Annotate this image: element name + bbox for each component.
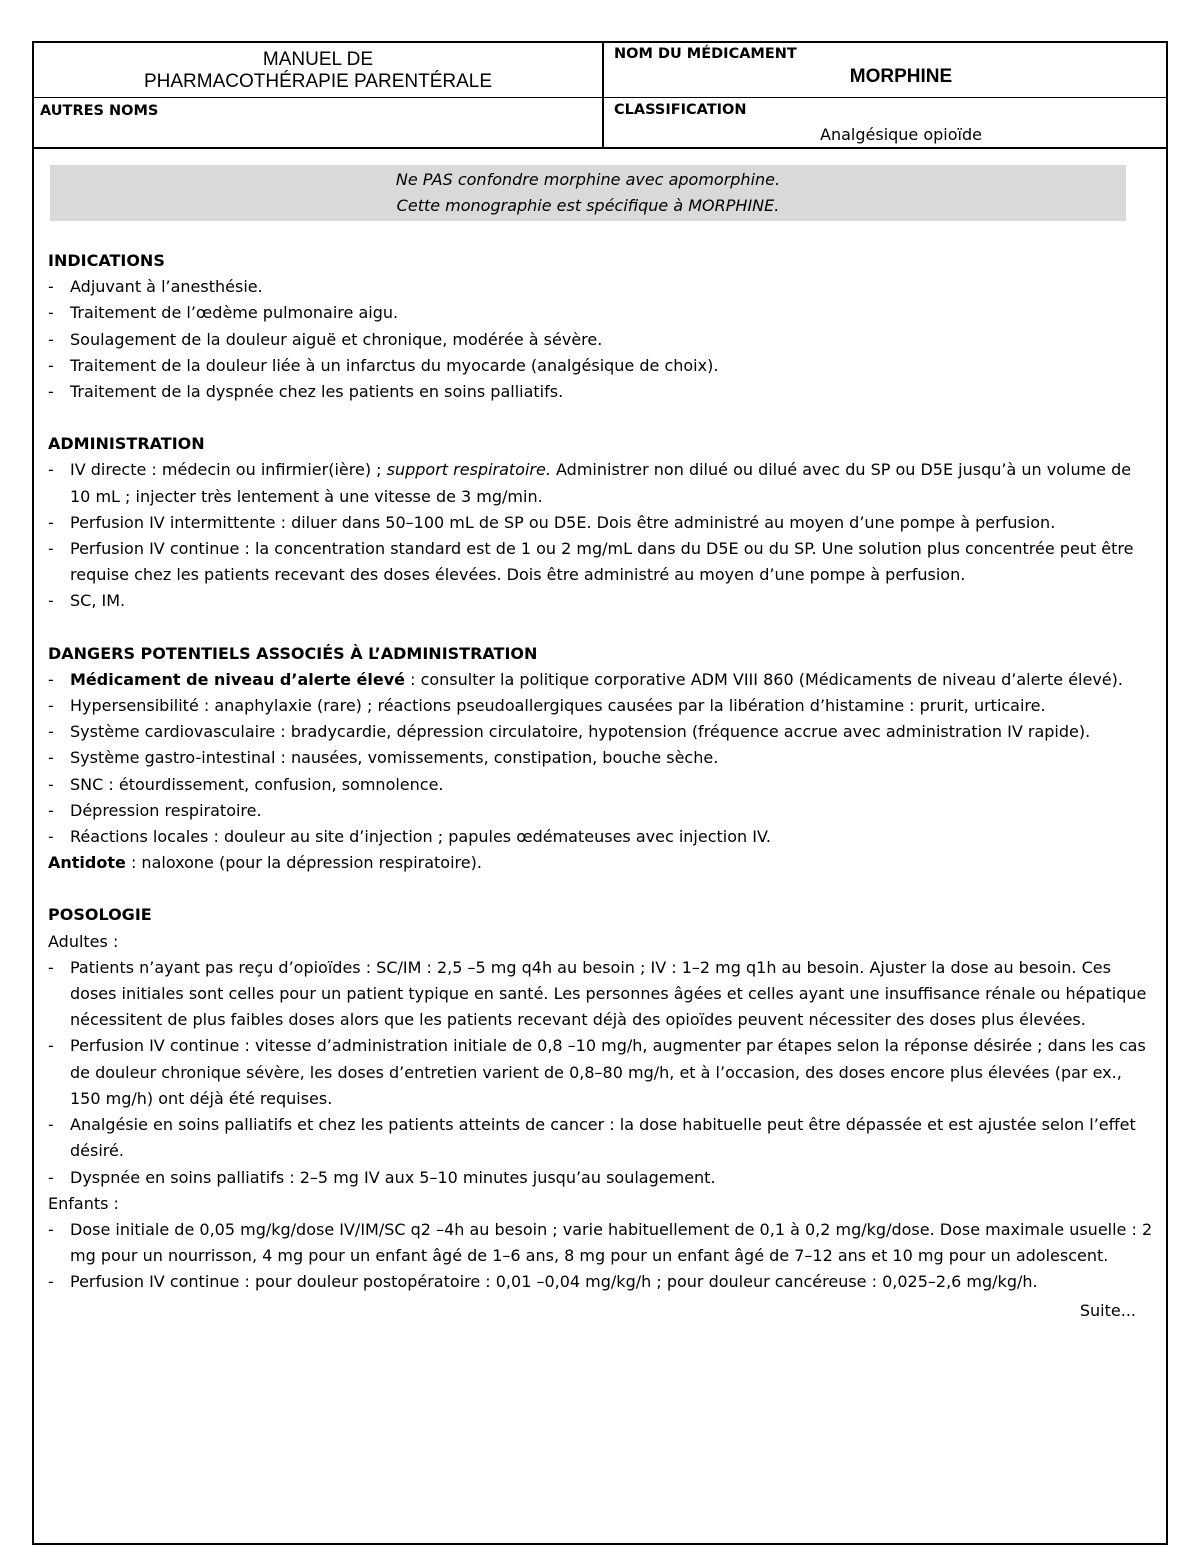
posologie-section	[48, 902, 1156, 1323]
list-item-text: Perfusion IV continue : vitesse d’administration initiale de 0,8 –10 mg/h, augmenter par étapes selon la réponse désirée ; dans les cas de douleur chronique sévère, les doses d’entretien varient de 0,8–80 mg/h, et à l’occasion, des doses encore plus élevées (par ex., 150 mg/h) ont déjà été requises.	[70, 1036, 1146, 1108]
list-item: - SNC : étourdissement, confusion, somnolence.	[48, 774, 444, 794]
posologie-title: POSOLOGIE	[48, 905, 152, 925]
administration-title: ADMINISTRATION	[48, 434, 205, 454]
antidote-label: Antidote	[48, 853, 126, 873]
list-item-text: Soulagement de la douleur aiguë et chronique, modérée à sévère.	[70, 329, 603, 349]
list-item-text: Perfusion IV intermittente : diluer dans 50–100 mL de SP ou D5E. Dois être administré au moyen d’une pompe à perfusion.	[70, 512, 1056, 532]
list-item-text: Dose initiale de 0,05 mg/kg/dose IV/IM/SC q2 –4h au besoin ; varie habituellement de 0,1 à 0,2 mg/kg/dose. Dose maximale usuelle : 2 mg pour un nourrisson, 4 mg pour un enfant âgé de 1–6 ans, 8 mg pour un enfant âgé de 7–12 ans et 10 mg pour un adolescent.	[70, 1219, 1153, 1266]
dangers-title: DANGERS POTENTIELS ASSOCIÉS À L’ADMINISTRATION	[48, 643, 538, 663]
antidote-text: : naloxone (pour la dépression respiratoire).	[125, 853, 482, 873]
list-item-text: Perfusion IV continue : la concentration standard est de 1 ou 2 mg/mL dans du D5E ou du SP. Une solution plus concentrée peut être requise chez les patients recevant des doses élevées. Dois être administré au moyen d’une pompe à perfusion.	[70, 539, 1134, 585]
list-item: - Dose initiale de 0,05 mg/kg/dose IV/IM/SC q2 –4h au besoin ; varie habituellement de 0,1 à 0,2 mg/kg/dose. Dose maximale usuelle : 2 mg pour un nourrisson, 4 mg pour un enfant âgé de 1–6 ans, 8 mg pour un enfant âgé de 7–12 ans et 10 mg pour un adolescent.	[48, 1219, 1153, 1266]
list-item-text: Traitement de la dyspnée chez les patients en soins palliatifs.	[70, 382, 564, 402]
list-item: - Dyspnée en soins palliatifs : 2–5 mg IV aux 5–10 minutes jusqu’au soulagement.	[48, 1167, 716, 1187]
continued-label: Suite...	[1079, 1300, 1136, 1320]
warning-line1: Ne PAS confondre morphine avec apomorphine.	[395, 170, 781, 189]
monograph-body	[48, 165, 1156, 1324]
list-item-text: Traitement de la douleur liée à un infarctus du myocarde (analgésique de choix).	[70, 355, 719, 375]
drug-name-value: MORPHINE	[849, 66, 953, 87]
indications-section	[48, 248, 1156, 405]
list-item-text: Dépression respiratoire.	[70, 800, 262, 820]
antidote-line	[48, 850, 1156, 876]
respiratory-support-text: support respiratoire.	[386, 460, 551, 480]
manual-title-line1: MANUEL DE	[262, 49, 374, 70]
monograph-header	[34, 43, 1166, 149]
monograph-page	[32, 41, 1168, 1545]
dangers-section	[48, 641, 1156, 877]
adultes-label: Adultes :	[48, 931, 119, 951]
warning-line2: Cette monographie est spécifique à MORPHINE.	[396, 196, 780, 215]
list-item-text: SNC : étourdissement, confusion, somnolence.	[70, 774, 444, 794]
admin-iv-direct-rest: Administrer non dilué ou dilué avec du SP ou D5E jusqu’à un volume de 10 mL ; injecter très lentement à une vitesse de 3 mg/min.	[70, 460, 1132, 506]
list-item: - Adjuvant à l’anesthésie.	[48, 277, 263, 297]
high-alert-text: : consulter la politique corporative ADM VIII 860 (Médicaments de niveau d’alerte élevé).	[405, 669, 1123, 689]
list-item-text: Hypersensibilité : anaphylaxie (rare) ; réactions pseudoallergiques causées par la libération d’histamine : prurit, urticaire.	[70, 696, 1046, 716]
confusion-warning	[50, 165, 1126, 221]
list-item: - Traitement de la dyspnée chez les patients en soins palliatifs.	[48, 382, 564, 402]
list-item-text: Traitement de l’œdème pulmonaire aigu.	[70, 303, 399, 323]
other-names-label: AUTRES NOMS	[40, 103, 159, 119]
list-item-text: Patients n’ayant pas reçu d’opioïdes : SC/IM : 2,5 –5 mg q4h au besoin ; IV : 1–2 mg q1h au besoin. Ajuster la dose au besoin. Ces doses initiales sont celles pour un patient typique en santé. Les personnes âgées et celles ayant une insuffisance rénale ou hépatique nécessitent de plus faibles doses alors que les patients recevant déjà des opioïdes peuvent nécessiter des doses plus élevées.	[70, 957, 1147, 1030]
list-item: - Traitement de la douleur liée à un infarctus du myocarde (analgésique de choix).	[48, 355, 719, 375]
other-names-cell	[34, 97, 602, 147]
admin-iv-direct-text: IV directe : médecin ou infirmier(ière) ;	[70, 460, 387, 480]
list-item: - Médicament de niveau d’alerte élevé : consulter la politique corporative ADM VIII 860 (Médicaments de niveau d’alerte élevé).	[48, 669, 1123, 689]
list-item: - Analgésie en soins palliatifs et chez les patients atteints de cancer : la dose habituelle peut être dépassée et est ajustée selon l’effet désiré.	[48, 1115, 1136, 1161]
manual-title	[34, 43, 602, 97]
list-item-text: Perfusion IV continue : pour douleur postopératoire : 0,01 –0,04 mg/kg/h ; pour douleur cancéreuse : 0,025–2,6 mg/kg/h.	[70, 1272, 1038, 1292]
administration-section	[48, 431, 1156, 614]
list-item-text: Système gastro-intestinal : nausées, vomissements, constipation, bouche sèche.	[70, 748, 719, 768]
header-divider	[34, 147, 1166, 149]
classification-value: Analgésique opioïde	[820, 125, 982, 144]
classification-label: CLASSIFICATION	[614, 102, 747, 118]
drug-name-label: NOM DU MÉDICAMENT	[614, 46, 797, 62]
list-item: - Patients n’ayant pas reçu d’opioïdes : SC/IM : 2,5 –5 mg q4h au besoin ; IV : 1–2 mg q1h au besoin. Ajuster la dose au besoin. Ces doses initiales sont celles pour un patient typique en santé. Les personnes âgées et celles ayant une insuffisance rénale ou hépatique nécessitent de plus faibles doses alors que les patients recevant déjà des opioïdes peuvent nécessiter des doses plus élevées.	[48, 957, 1147, 1030]
list-item: - Soulagement de la douleur aiguë et chronique, modérée à sévère.	[48, 329, 603, 349]
list-item-text: Système cardiovasculaire : bradycardie, dépression circulatoire, hypotension (fréquence accrue avec administration IV rapide).	[70, 722, 1091, 742]
list-item: - Hypersensibilité : anaphylaxie (rare) ; réactions pseudoallergiques causées par la libération d’histamine : prurit, urticaire.	[48, 696, 1046, 716]
drug-name-cell	[602, 43, 1168, 97]
manual-title-line2: PHARMACOTHÉRAPIE PARENTÉRALE	[143, 71, 493, 92]
list-item: - Réactions locales : douleur au site d’injection ; papules œdémateuses avec injection IV.	[48, 827, 771, 847]
list-item: - Système cardiovasculaire : bradycardie, dépression circulatoire, hypotension (fréquence accrue avec administration IV rapide).	[48, 722, 1091, 742]
list-item: - SC, IM.	[48, 591, 126, 611]
list-item: - Dépression respiratoire.	[48, 800, 262, 820]
list-item-text: Dyspnée en soins palliatifs : 2–5 mg IV aux 5–10 minutes jusqu’au soulagement.	[70, 1167, 716, 1187]
list-item: - Perfusion IV continue : pour douleur postopératoire : 0,01 –0,04 mg/kg/h ; pour douleur cancéreuse : 0,025–2,6 mg/kg/h.	[48, 1272, 1038, 1292]
list-item-text: Réactions locales : douleur au site d’injection ; papules œdémateuses avec injection IV.	[70, 827, 771, 847]
list-item: - Perfusion IV intermittente : diluer dans 50–100 mL de SP ou D5E. Dois être administré au moyen d’une pompe à perfusion.	[48, 512, 1056, 532]
list-item-text: Adjuvant à l’anesthésie.	[70, 277, 263, 297]
list-item: - Perfusion IV continue : la concentration standard est de 1 ou 2 mg/mL dans du D5E ou du SP. Une solution plus concentrée peut être requise chez les patients recevant des doses élevées. Dois être administré au moyen d’une pompe à perfusion.	[48, 539, 1134, 585]
high-alert-label: Médicament de niveau d’alerte élevé	[70, 669, 406, 689]
list-item-text: Analgésie en soins palliatifs et chez les patients atteints de cancer : la dose habituelle peut être dépassée et est ajustée selon l’effet désiré.	[70, 1115, 1136, 1161]
list-item: - Perfusion IV continue : vitesse d’administration initiale de 0,8 –10 mg/h, augmenter par étapes selon la réponse désirée ; dans les cas de douleur chronique sévère, les doses d’entretien varient de 0,8–80 mg/h, et à l’occasion, des doses encore plus élevées (par ex., 150 mg/h) ont déjà été requises.	[48, 1036, 1146, 1108]
enfants-label: Enfants :	[48, 1193, 119, 1213]
classification-cell	[602, 97, 1168, 147]
indications-title: INDICATIONS	[48, 251, 165, 270]
list-item: - Traitement de l’œdème pulmonaire aigu.	[48, 303, 399, 323]
list-item: - IV directe : médecin ou infirmier(ière) ; support respiratoire. Administrer non dilué ou dilué avec du SP ou D5E jusqu’à un volume de 10 mL ; injecter très lentement à une vitesse de 3 mg/min.	[48, 460, 1132, 506]
list-item-text: SC, IM.	[70, 591, 126, 611]
list-item: - Système gastro-intestinal : nausées, vomissements, constipation, bouche sèche.	[48, 748, 719, 768]
